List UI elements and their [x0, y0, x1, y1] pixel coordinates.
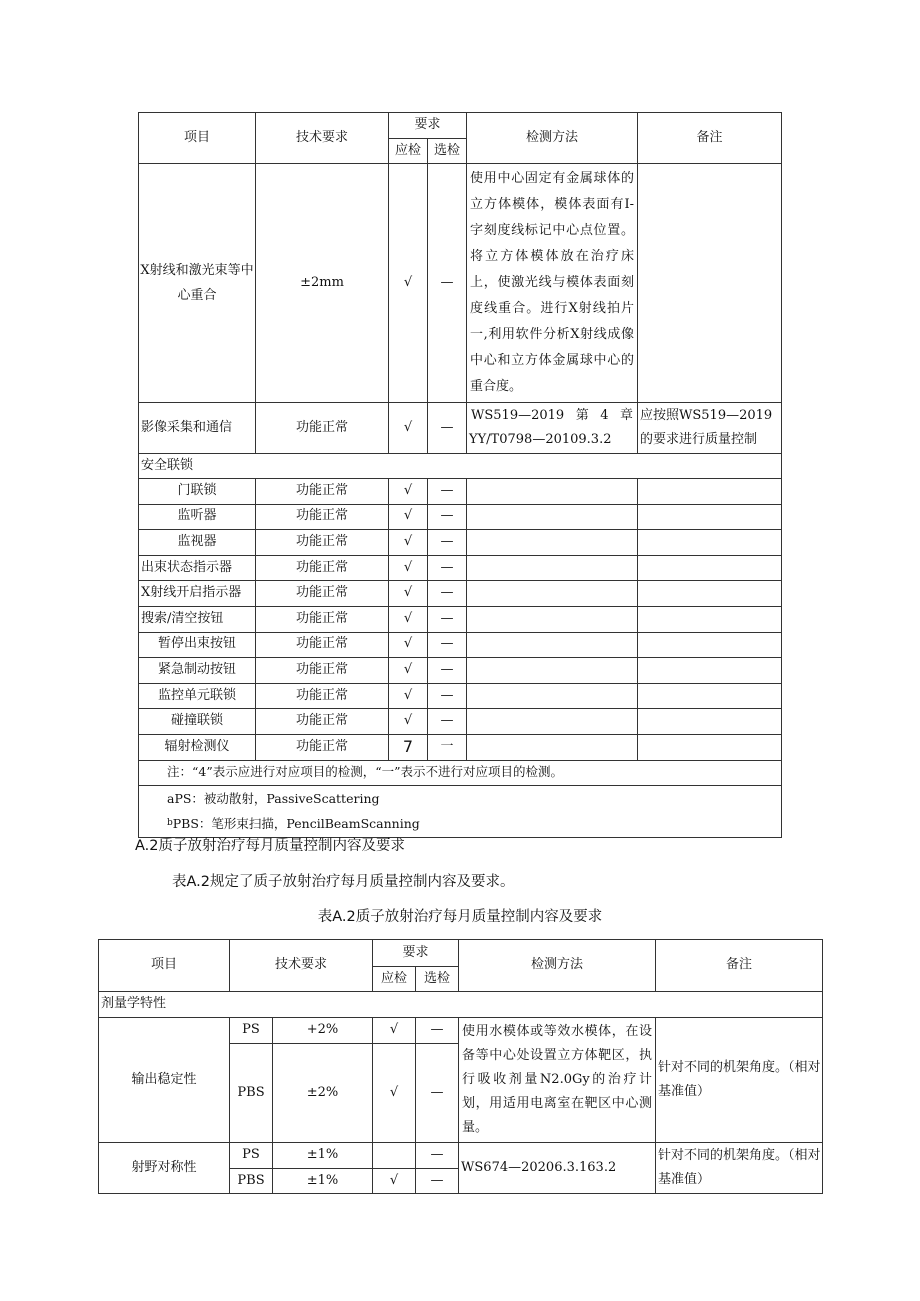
safety-optional: —	[428, 658, 467, 684]
note-3	[167, 811, 781, 836]
xray-optional: —	[428, 164, 467, 403]
header-requirement: 要求	[389, 113, 467, 139]
safety-method	[467, 658, 638, 684]
imaging-method	[467, 403, 638, 454]
safety-method	[467, 555, 638, 581]
symmetry-item: 射野对称性	[99, 1143, 230, 1194]
table-a2-title: 表A.2质子放射治疗每月质量控制内容及要求	[317, 909, 603, 925]
imaging-method-di: 第	[575, 408, 589, 423]
imaging-method-line2: YY/T0798—20109.3.2	[469, 432, 612, 447]
safety-must: 7	[389, 734, 428, 760]
safety-must: √	[389, 632, 428, 658]
safety-remark	[638, 658, 782, 684]
safety-must: √	[389, 530, 428, 556]
safety-optional: —	[428, 504, 467, 530]
safety-optional: 一	[428, 734, 467, 760]
safety-optional: —	[428, 632, 467, 658]
imaging-remark: 应按照WS519—2019的要求进行质量控制	[638, 403, 782, 454]
t2-header-requirement: 要求	[373, 940, 459, 967]
symmetry-pbs-tech: ±1%	[273, 1169, 373, 1194]
safety-item: 监听器	[139, 504, 256, 530]
safety-optional: —	[428, 683, 467, 709]
table-row	[139, 581, 782, 607]
section-intro: 表A.2规定了质子放射治疗每月质量控制内容及要求。	[172, 874, 515, 890]
imaging-method-standard: WS519—2019	[471, 408, 565, 423]
table-row	[139, 709, 782, 735]
safety-remark	[638, 555, 782, 581]
table-row	[139, 734, 782, 760]
safety-tech: 功能正常	[256, 504, 389, 530]
output-method: 使用水模体或等效水模体，在设备等中心处设置立方体靶区，执行吸收剂量N2.0Gy的治疗计划，用适用电离室在靶区中心测量。	[459, 1018, 656, 1143]
imaging-method-zhang: 章	[619, 408, 633, 423]
xray-item: X射线和激光束等中心重合	[139, 164, 256, 403]
safety-optional: —	[428, 606, 467, 632]
safety-tech: 功能正常	[256, 606, 389, 632]
table-a2	[98, 939, 823, 1194]
safety-method	[467, 581, 638, 607]
table-row	[139, 479, 782, 505]
safety-remark	[638, 683, 782, 709]
xray-tech: ±2mm	[256, 164, 389, 403]
safety-must: √	[389, 709, 428, 735]
symmetry-ps-optional: —	[416, 1143, 459, 1169]
safety-remark	[638, 734, 782, 760]
safety-must: √	[389, 658, 428, 684]
imaging-item: 影像采集和通信	[139, 403, 256, 454]
safety-item: 紧急制动按钮	[139, 658, 256, 684]
header-tech: 技术要求	[256, 113, 389, 164]
symmetry-remark: 针对不同的机架角度。（相对基准值）	[656, 1143, 823, 1194]
safety-must: √	[389, 555, 428, 581]
safety-tech: 功能正常	[256, 555, 389, 581]
safety-remark	[638, 504, 782, 530]
output-pbs-label: PBS	[230, 1044, 273, 1143]
output-remark: 针对不同的机架角度。（相对基准值）	[656, 1018, 823, 1143]
dosimetry-section-label: 剂量学特性	[99, 992, 823, 1018]
safety-method	[467, 504, 638, 530]
safety-item: 出束状态指示器	[139, 555, 256, 581]
table-a1-continued	[138, 112, 782, 838]
safety-tech: 功能正常	[256, 709, 389, 735]
safety-tech: 功能正常	[256, 530, 389, 556]
imaging-tech: 功能正常	[256, 403, 389, 454]
safety-optional: —	[428, 479, 467, 505]
output-pbs-optional: —	[416, 1044, 459, 1143]
safety-tech: 功能正常	[256, 734, 389, 760]
imaging-must: √	[389, 403, 428, 454]
safety-remark	[638, 632, 782, 658]
safety-item: 碰撞联锁	[139, 709, 256, 735]
table-row	[139, 555, 782, 581]
safety-optional: —	[428, 530, 467, 556]
header-item: 项目	[139, 113, 256, 164]
notes-abbrev	[139, 785, 782, 837]
safety-remark	[638, 479, 782, 505]
output-ps-optional: —	[416, 1018, 459, 1044]
output-ps-label: PS	[230, 1018, 273, 1044]
note-2: aPS：被动散射，PassiveScattering	[167, 791, 380, 807]
safety-method	[467, 606, 638, 632]
section-title: A.2质子放射治疗每月质量控制内容及要求	[135, 838, 405, 854]
safety-tech: 功能正常	[256, 658, 389, 684]
symmetry-ps-tech: ±1%	[273, 1143, 373, 1169]
t2-header-item: 项目	[99, 940, 230, 992]
safety-must: √	[389, 606, 428, 632]
safety-must: √	[389, 683, 428, 709]
safety-item: 监视器	[139, 530, 256, 556]
note-1: 注：“4”表示应进行对应项目的检测，“一”表示不进行对应项目的检测。	[139, 760, 782, 785]
symmetry-ps-must	[373, 1143, 416, 1169]
symmetry-pbs-optional: —	[416, 1169, 459, 1194]
xray-must: √	[389, 164, 428, 403]
safety-method	[467, 632, 638, 658]
table-row	[139, 606, 782, 632]
t2-header-method: 检测方法	[459, 940, 656, 992]
safety-remark	[638, 709, 782, 735]
safety-rows	[139, 479, 782, 761]
header-optional: 选检	[428, 139, 467, 164]
table-row	[139, 632, 782, 658]
safety-optional: —	[428, 555, 467, 581]
safety-section-label: 安全联锁	[139, 454, 782, 479]
safety-must: √	[389, 479, 428, 505]
safety-remark	[638, 606, 782, 632]
safety-must: √	[389, 581, 428, 607]
xray-method: 使用中心固定有金属球体的立方体模体，模体表面有I-字刻度线标记中心点位置。将立方体模体放在治疗床上，使激光线与模体表面刻度线重合。进行X射线拍片一,利用软件分析X射线成像中心和立方体金属球中心的重合度。	[467, 164, 638, 403]
t2-header-tech: 技术要求	[230, 940, 373, 992]
safety-tech: 功能正常	[256, 479, 389, 505]
safety-method	[467, 530, 638, 556]
safety-remark	[638, 530, 782, 556]
xray-remark	[638, 164, 782, 403]
safety-method	[467, 734, 638, 760]
symmetry-ps-label: PS	[230, 1143, 273, 1169]
table-row	[139, 658, 782, 684]
safety-tech: 功能正常	[256, 581, 389, 607]
t2-header-remark: 备注	[656, 940, 823, 992]
output-ps-must: √	[373, 1018, 416, 1044]
safety-remark	[638, 581, 782, 607]
table-row	[139, 504, 782, 530]
output-pbs-must: √	[373, 1044, 416, 1143]
output-ps-tech: +2%	[273, 1018, 373, 1044]
table-row	[139, 530, 782, 556]
safety-item: 暂停出束按钮	[139, 632, 256, 658]
safety-item: 搜索/清空按钮	[139, 606, 256, 632]
safety-method	[467, 479, 638, 505]
header-method: 检测方法	[467, 113, 638, 164]
safety-item: 辐射检测仪	[139, 734, 256, 760]
safety-item: 监控单元联锁	[139, 683, 256, 709]
safety-tech: 功能正常	[256, 683, 389, 709]
table-row	[139, 683, 782, 709]
safety-tech: 功能正常	[256, 632, 389, 658]
note-3-text: PBS：笔形束扫描，PencilBeamScanning	[172, 816, 420, 832]
safety-method	[467, 709, 638, 735]
safety-item: X射线开启指示器	[139, 581, 256, 607]
safety-item: 门联锁	[139, 479, 256, 505]
t2-header-must: 应检	[373, 967, 416, 992]
output-pbs-tech: ±2%	[273, 1044, 373, 1143]
note-3-sup: b	[167, 818, 173, 829]
imaging-method-num: 4	[600, 408, 609, 423]
safety-optional: —	[428, 709, 467, 735]
symmetry-pbs-label: PBS	[230, 1169, 273, 1194]
symmetry-method: WS674—20206.3.163.2	[459, 1143, 656, 1194]
header-remark: 备注	[638, 113, 782, 164]
symmetry-pbs-must: √	[373, 1169, 416, 1194]
safety-optional: —	[428, 581, 467, 607]
output-item: 输出稳定性	[99, 1018, 230, 1143]
safety-must: √	[389, 504, 428, 530]
safety-method	[467, 683, 638, 709]
t2-header-optional: 选检	[416, 967, 459, 992]
header-must: 应检	[389, 139, 428, 164]
imaging-optional: —	[428, 403, 467, 454]
